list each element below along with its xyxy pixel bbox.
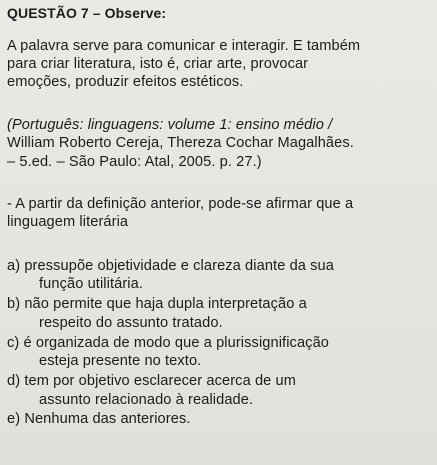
option-a[interactable]: a) pressupõe objetividade e clareza diante da sua (7, 258, 334, 274)
citation-line-3: – 5.ed. – São Paulo: Atal, 2005. p. 27.) (7, 154, 262, 170)
prompt-line-2: linguagem literária (7, 214, 129, 230)
option-d[interactable]: d) tem por objetivo esclarecer acerca de um (7, 373, 297, 389)
option-b[interactable]: b) não permite que haja dupla interpretação a (7, 296, 307, 312)
prompt-line-1: - A partir da definição anterior, pode-se afirmar que a (7, 196, 354, 212)
question-title: QUESTÃO 7 – Observe: (7, 5, 167, 21)
option-b-continuation: respeito do assunto tratado. (39, 315, 223, 331)
option-d-continuation: assunto relacionado à realidade. (39, 392, 254, 408)
passage-line-2: para criar literatura, isto é, criar arte, provocar (7, 56, 309, 72)
option-c-continuation: esteja presente no texto. (39, 353, 202, 369)
passage-line-3: emoções, produzir efeitos estéticos. (7, 74, 244, 90)
citation-line-2: William Roberto Cereja, Thereza Cochar Magalhães. (7, 135, 354, 151)
citation-line-1: (Português: linguagens: volume 1: ensino médio / (7, 117, 333, 133)
option-a-continuation: função utilitária. (39, 276, 144, 292)
passage-line-1: A palavra serve para comunicar e interagir. E também (7, 38, 361, 54)
option-c[interactable]: c) é organizada de modo que a plurissignificação (7, 335, 329, 351)
option-e[interactable]: e) Nenhuma das anteriores. (7, 411, 191, 427)
